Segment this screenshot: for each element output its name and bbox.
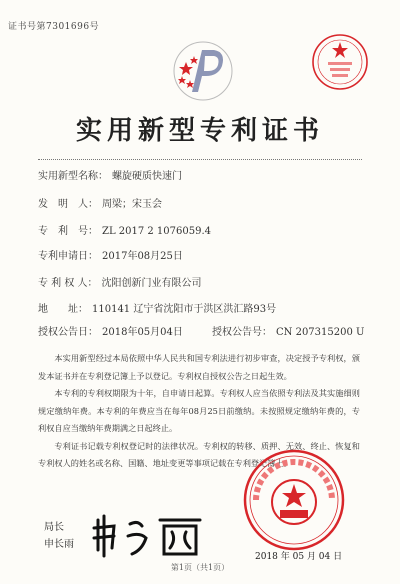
field-label: 实用新型名称： [38,171,108,182]
grant-number [212,323,364,338]
field-label: 专利申请日： [38,251,98,262]
field-address [38,300,276,315]
grant-date-label: 授权公告日： [38,327,98,338]
divider [38,159,362,160]
director-name: 申长雨 [44,539,74,550]
field-value: 沈阳创新门业有限公司 [101,278,202,289]
field-label: 地 址： [38,304,88,315]
field-value: 110141 辽宁省沈阳市于洪区洪汇路93号 [92,304,277,315]
field-label: 专 利 权 人： [38,278,98,289]
certificate-number: 证书号第7301696号 [8,22,100,32]
grant-date [38,323,183,338]
field-value: 2017年08月25日 [102,251,183,262]
grant-number-value: CN 207315200 U [276,327,365,338]
field-patentee [38,274,202,289]
certificate-title: 实用新型专利证书 [75,116,324,146]
field-patent-number [38,222,211,237]
page-number: 第1页（共1页） [170,563,230,572]
field-label: 发 明 人： [38,199,98,210]
sipo-logo-icon [172,40,234,102]
body-paragraph: 本实用新型经过本局依照中华人民共和国专利法进行初步审查，决定授予专利权，颁发本证书并在专利登记簿上予以登记。专利权自授权公告之日起生效。 [38,353,360,381]
stamp-date: 2018 年 05 月 04 日 [255,552,343,562]
field-value: 周梁；宋玉会 [102,199,162,210]
grant-number-label: 授权公告号： [212,327,272,338]
field-application-date [38,247,183,262]
field-utility-name [38,167,182,182]
body-paragraph: 本专利的专利权期限为十年，自申请日起算。专利权人应当依照专利法及其实施细则规定缴纳年费。本专利的年费应当在每年08月25日前缴纳。未按照规定缴纳年费的，专利权自应当缴纳年费期满之日起终止。 [38,388,360,433]
field-value: 螺旋硬质快速门 [112,171,182,182]
director-title: 局长 [44,522,64,533]
national-seal-icon [242,448,346,552]
field-inventors [38,195,162,210]
field-label: 专 利 号： [38,226,98,237]
field-value: ZL 2017 2 1076059.4 [102,226,212,237]
handwritten-signature-icon [90,510,210,560]
body-paragraph: 专利证书记载专利权登记时的法律状况。专利权的转移、质押、无效、终止、恢复和专利权人的姓名或名称、国籍、地址变更等事项记载在专利登记簿上。 [38,440,360,468]
agency-seal-icon [310,32,370,92]
grant-date-value: 2018年05月04日 [102,327,183,338]
